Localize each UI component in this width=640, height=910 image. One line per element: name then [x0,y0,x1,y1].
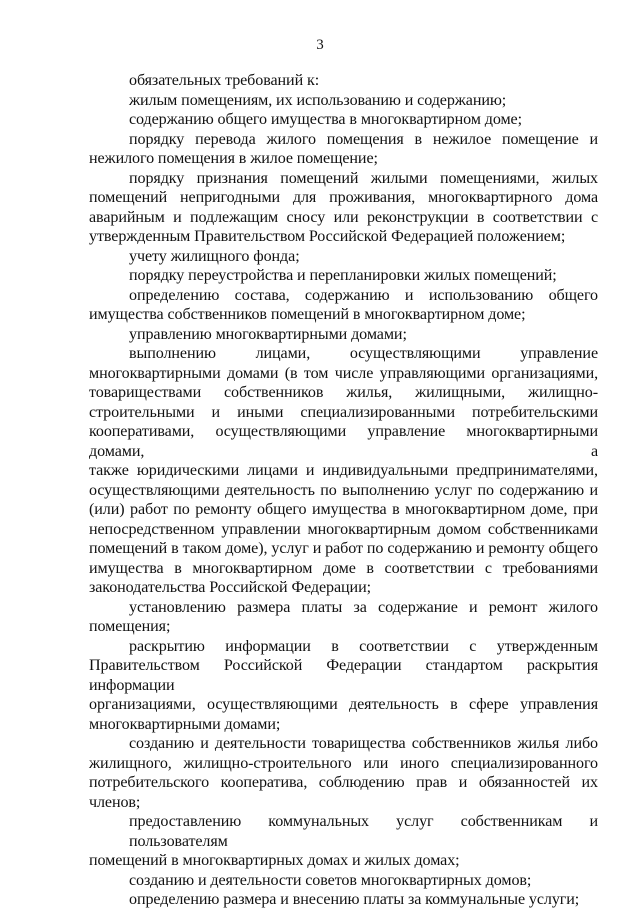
text-line: порядку переустройства и перепланировки жилых помещений; [129,267,557,284]
text-line: законодательства Российской Федерации; [89,579,371,596]
text-line: выполнению лицами, осуществляющими управление [129,345,598,362]
text-line: потребительского кооператива, соблюдению прав и обязанностей их членов; [89,774,598,811]
text-line: помещений в таком доме), услуг и работ по содержанию и ремонту общего [89,540,598,557]
text-line: определению размера и внесению платы за коммунальные услуги; [129,891,580,908]
text-line: учету жилищного фонда; [129,247,300,265]
text-line: помещений непригодными для проживания, многоквартирного дома [89,189,598,206]
page-number: 3 [316,37,324,53]
text-line: также юридическими лицами и индивидуальными предпринимателями, [89,462,598,479]
text-line: созданию и деятельности товарищества собственников жилья либо [129,735,598,752]
text-line: управлению многоквартирными домами; [129,325,407,343]
text-line: кооперативами, осуществляющими управление многоквартирными домами, а [89,423,598,460]
text-line: строительными и иными специализированными потребительскими [89,403,598,421]
text-line: предоставлению коммунальных услуг собственникам и пользователям [129,813,598,850]
text-line: нежилого помещения в жилое помещение; [89,150,378,167]
text-line: содержанию общего имущества в многоквартирном доме; [129,111,522,128]
text-line: имущества собственников помещений в многоквартирном доме; [89,306,526,323]
document-body [89,71,598,910]
text-line: созданию и деятельности советов многоквартирных домов; [129,871,532,889]
text-line: товариществами собственников жилья, жилищными, жилищно- [89,384,598,401]
text-line: аварийным и подлежащим сносу или реконструкции в соответствии с [89,208,598,226]
text-line: утвержденным Правительством Российской Федерацией положением; [89,228,566,245]
text-line: многоквартирными домами (в том числе управляющими организациями, [89,364,598,382]
text-line: жилым помещениям, их использованию и содержанию; [129,91,507,109]
text-line: имущества в многоквартирном доме в соответствии с требованиями [89,559,598,577]
text-line: Правительством Российской Федерации стандартом раскрытия информации [89,657,598,694]
text-line: раскрытию информации в соответствии с утвержденным [129,637,598,655]
text-line: организациями, осуществляющими деятельность в сфере управления [89,696,598,713]
text-line: определению состава, содержанию и использованию общего [129,286,598,304]
text-line: порядку признания помещений жилыми помещениями, жилых [129,169,598,187]
text-line: осуществляющими деятельность по выполнению услуг по содержанию и [89,481,598,499]
text-line: помещения; [89,618,171,635]
text-line: помещений в многоквартирных домах и жилых домах; [89,852,460,869]
text-line: многоквартирными домами; [89,715,281,733]
text-line: обязательных требований к: [129,72,320,89]
text-line: порядку перевода жилого помещения в нежилое помещение и [129,130,598,148]
text-line: жилищного, жилищно-строительного или иного специализированного [89,754,598,772]
text-line: (или) работ по ремонту общего имущества в многоквартирном доме, при [89,501,598,518]
text-line: установлению размера платы за содержание и ремонт жилого [129,598,598,616]
text-line: непосредственном управлении многоквартирным домом собственниками [89,520,598,538]
